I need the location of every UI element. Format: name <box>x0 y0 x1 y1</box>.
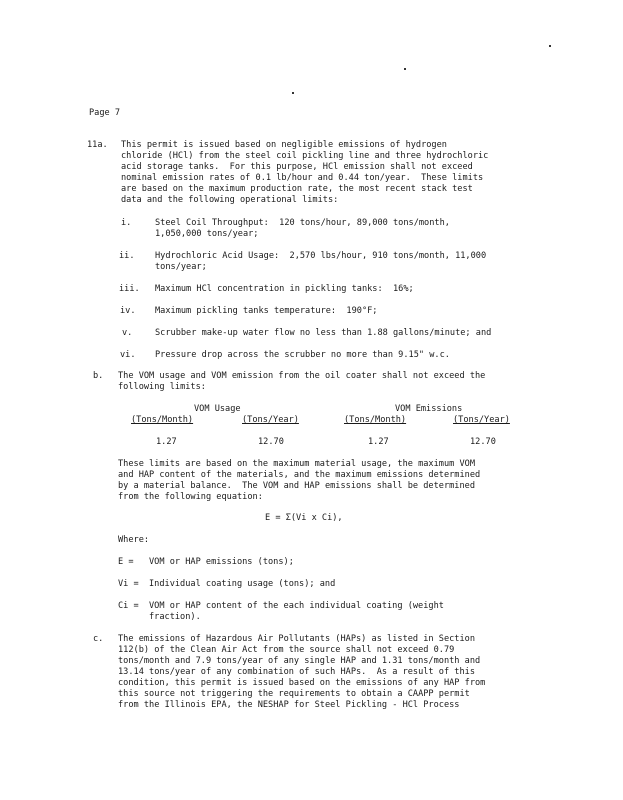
definition-text: VOM or HAP emissions (tons); <box>149 557 294 567</box>
limit-text: Pressure drop across the scrubber no more than 9.15" w.c. <box>155 350 450 360</box>
table-cell: 12.70 <box>258 437 284 447</box>
limit-text: Hydrochloric Acid Usage: 2,570 lbs/hour, 910 tons/month, 11,000 <box>155 251 487 261</box>
limit-number: vi. <box>120 350 136 360</box>
limit-text: Maximum pickling tanks temperature: 190°F; <box>155 306 378 316</box>
limit-number: ii. <box>119 251 135 261</box>
table-header: (Tons/Year) <box>242 415 299 425</box>
paragraph-line: 13.14 tons/year of any combination of such HAPs. As a result of this <box>118 667 475 677</box>
limit-number: iii. <box>119 284 140 294</box>
definition-symbol: Ci = <box>118 601 139 611</box>
paragraph-line: nominal emission rates of 0.1 lb/hour and 0.44 ton/year. These limits <box>121 173 484 183</box>
paragraph-line: data and the following operational limits: <box>121 195 339 205</box>
paragraph-line: following limits: <box>118 382 206 392</box>
section-11a-marker: 11a. <box>87 140 108 150</box>
definition-text: VOM or HAP content of the each individual coating (weight <box>149 601 444 611</box>
limit-number: i. <box>121 218 132 228</box>
limit-number: iv. <box>120 306 136 316</box>
paragraph-line: 112(b) of the Clean Air Act from the source shall not exceed 0.79 <box>118 645 455 655</box>
section-c-marker: c. <box>93 634 104 644</box>
definition-text: Individual coating usage (tons); and <box>149 579 336 589</box>
scan-speck <box>292 92 294 94</box>
where-label: Where: <box>118 535 150 545</box>
table-cell: 1.27 <box>368 437 389 447</box>
paragraph-line: The VOM usage and VOM emission from the oil coater shall not exceed the <box>118 371 486 381</box>
paragraph-line: and HAP content of the materials, and the maximum emissions determined <box>118 470 481 480</box>
paragraph-line: by a material balance. The VOM and HAP emissions shall be determined <box>118 481 475 491</box>
paragraph-line: chloride (HCl) from the steel coil pickling line and three hydrochloric <box>121 151 489 161</box>
definition-symbol: E = <box>118 557 134 567</box>
section-b-marker: b. <box>93 371 104 381</box>
table-cell: 1.27 <box>156 437 177 447</box>
paragraph-line: These limits are based on the maximum material usage, the maximum VOM <box>118 459 475 469</box>
table-group-header: VOM Usage <box>194 404 241 414</box>
paragraph-line: condition, this permit is issued based on the emissions of any HAP from <box>118 678 486 688</box>
limit-text: Maximum HCl concentration in pickling tanks: 16%; <box>155 284 414 294</box>
paragraph-line: This permit is issued based on negligible emissions of hydrogen <box>121 140 447 150</box>
limit-text: Steel Coil Throughput: 120 tons/hour, 89,000 tons/month, <box>155 218 450 228</box>
scan-speck <box>549 45 551 47</box>
paragraph-line: acid storage tanks. For this purpose, HCl emission shall not exceed <box>121 162 473 172</box>
scan-speck <box>404 68 406 70</box>
limit-text: tons/year; <box>155 262 207 272</box>
equation: E = Σ(Vi x Ci), <box>265 513 343 523</box>
page-number: Page 7 <box>89 108 121 118</box>
table-cell: 12.70 <box>470 437 496 447</box>
paragraph-line: The emissions of Hazardous Air Pollutants (HAPs) as listed in Section <box>118 634 475 644</box>
table-group-header: VOM Emissions <box>395 404 463 414</box>
paragraph-line: tons/month and 7.9 tons/year of any single HAP and 1.31 tons/month and <box>118 656 481 666</box>
table-header: (Tons/Month) <box>344 415 407 425</box>
limit-text: 1,050,000 tons/year; <box>155 229 259 239</box>
paragraph-line: from the Illinois EPA, the NESHAP for Steel Pickling - HCl Process <box>118 700 460 710</box>
limit-text: Scrubber make-up water flow no less than 1.88 gallons/minute; and <box>155 328 492 338</box>
definition-symbol: Vi = <box>118 579 139 589</box>
table-header: (Tons/Month) <box>131 415 194 425</box>
definition-text: fraction). <box>149 612 201 622</box>
paragraph-line: are based on the maximum production rate, the most recent stack test <box>121 184 473 194</box>
limit-number: v. <box>122 328 133 338</box>
table-header: (Tons/Year) <box>453 415 510 425</box>
paragraph-line: this source not triggering the requirements to obtain a CAAPP permit <box>118 689 470 699</box>
paragraph-line: from the following equation: <box>118 492 263 502</box>
